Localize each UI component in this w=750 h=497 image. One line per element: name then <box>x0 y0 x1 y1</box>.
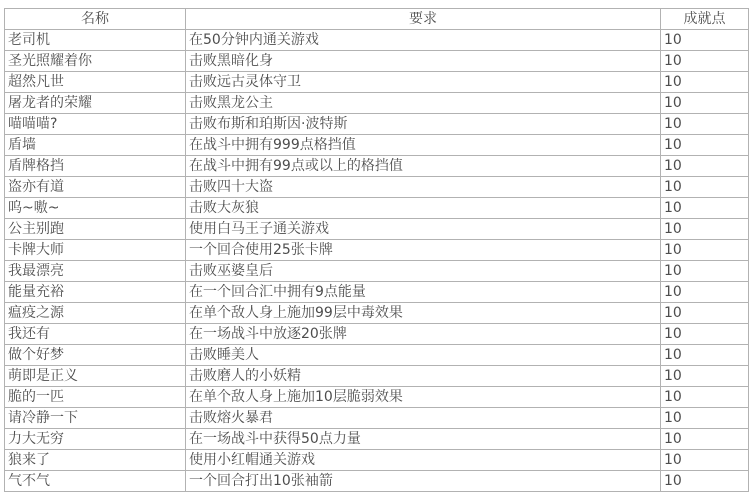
table-row <box>5 51 749 72</box>
cell-name: 卡牌大师 <box>5 240 186 261</box>
table-row <box>5 72 749 93</box>
achievements-table-body <box>5 30 749 492</box>
cell-points: 10 <box>661 261 749 282</box>
table-row <box>5 387 749 408</box>
table-row <box>5 135 749 156</box>
table-row <box>5 93 749 114</box>
table-row <box>5 219 749 240</box>
table-row <box>5 429 749 450</box>
cell-points: 10 <box>661 408 749 429</box>
table-row <box>5 450 749 471</box>
cell-requirement: 击败磨人的小妖精 <box>186 366 661 387</box>
cell-points: 10 <box>661 471 749 492</box>
cell-name: 屠龙者的荣耀 <box>5 93 186 114</box>
cell-name: 我还有 <box>5 324 186 345</box>
cell-name: 老司机 <box>5 30 186 51</box>
cell-requirement: 在一个回合汇中拥有9点能量 <box>186 282 661 303</box>
cell-name: 我最漂亮 <box>5 261 186 282</box>
cell-requirement: 在单个敌人身上施加10层脆弱效果 <box>186 387 661 408</box>
cell-name: 呜~嗷~ <box>5 198 186 219</box>
cell-name: 脆的一匹 <box>5 387 186 408</box>
cell-requirement: 在战斗中拥有999点格挡值 <box>186 135 661 156</box>
achievements-table <box>4 8 749 492</box>
cell-points: 10 <box>661 366 749 387</box>
cell-name: 狼来了 <box>5 450 186 471</box>
table-row <box>5 408 749 429</box>
cell-requirement: 击败睡美人 <box>186 345 661 366</box>
table-row <box>5 303 749 324</box>
cell-name: 盾墙 <box>5 135 186 156</box>
cell-points: 10 <box>661 387 749 408</box>
cell-name: 圣光照耀着你 <box>5 51 186 72</box>
cell-requirement: 在一场战斗中获得50点力量 <box>186 429 661 450</box>
cell-points: 10 <box>661 219 749 240</box>
cell-points: 10 <box>661 177 749 198</box>
cell-points: 10 <box>661 345 749 366</box>
cell-name: 盗亦有道 <box>5 177 186 198</box>
cell-points: 10 <box>661 282 749 303</box>
cell-requirement: 在一场战斗中放逐20张牌 <box>186 324 661 345</box>
cell-requirement: 在战斗中拥有99点或以上的格挡值 <box>186 156 661 177</box>
cell-points: 10 <box>661 198 749 219</box>
cell-name: 超然凡世 <box>5 72 186 93</box>
table-row <box>5 345 749 366</box>
cell-points: 10 <box>661 240 749 261</box>
column-header-name: 名称 <box>5 9 186 30</box>
cell-requirement: 使用白马王子通关游戏 <box>186 219 661 240</box>
table-row <box>5 30 749 51</box>
cell-points: 10 <box>661 303 749 324</box>
cell-name: 做个好梦 <box>5 345 186 366</box>
table-row <box>5 366 749 387</box>
header-row <box>5 9 749 30</box>
cell-points: 10 <box>661 429 749 450</box>
cell-requirement: 击败大灰狼 <box>186 198 661 219</box>
table-row <box>5 177 749 198</box>
table-row <box>5 324 749 345</box>
table-row <box>5 198 749 219</box>
cell-requirement: 在50分钟内通关游戏 <box>186 30 661 51</box>
cell-name: 喵喵喵? <box>5 114 186 135</box>
cell-name: 气不气 <box>5 471 186 492</box>
cell-requirement: 在单个敌人身上施加99层中毒效果 <box>186 303 661 324</box>
table-row <box>5 261 749 282</box>
cell-name: 公主别跑 <box>5 219 186 240</box>
cell-name: 力大无穷 <box>5 429 186 450</box>
cell-name: 萌即是正义 <box>5 366 186 387</box>
cell-requirement: 击败黑龙公主 <box>186 93 661 114</box>
column-header-points: 成就点 <box>661 9 749 30</box>
cell-points: 10 <box>661 93 749 114</box>
cell-points: 10 <box>661 156 749 177</box>
cell-name: 瘟疫之源 <box>5 303 186 324</box>
table-row <box>5 240 749 261</box>
column-header-requirement: 要求 <box>186 9 661 30</box>
cell-requirement: 一个回合使用25张卡牌 <box>186 240 661 261</box>
cell-points: 10 <box>661 135 749 156</box>
cell-points: 10 <box>661 51 749 72</box>
cell-points: 10 <box>661 30 749 51</box>
table-row <box>5 114 749 135</box>
cell-name: 盾牌格挡 <box>5 156 186 177</box>
cell-points: 10 <box>661 72 749 93</box>
cell-requirement: 击败布斯和珀斯因·波特斯 <box>186 114 661 135</box>
cell-requirement: 一个回合打出10张袖箭 <box>186 471 661 492</box>
cell-points: 10 <box>661 114 749 135</box>
cell-points: 10 <box>661 324 749 345</box>
cell-name: 能量充裕 <box>5 282 186 303</box>
cell-requirement: 击败熔火暴君 <box>186 408 661 429</box>
cell-requirement: 击败远古灵体守卫 <box>186 72 661 93</box>
cell-requirement: 击败巫婆皇后 <box>186 261 661 282</box>
cell-requirement: 击败黑暗化身 <box>186 51 661 72</box>
cell-name: 请冷静一下 <box>5 408 186 429</box>
table-row <box>5 471 749 492</box>
cell-points: 10 <box>661 450 749 471</box>
table-row <box>5 156 749 177</box>
table-row <box>5 282 749 303</box>
cell-requirement: 使用小红帽通关游戏 <box>186 450 661 471</box>
cell-requirement: 击败四十大盗 <box>186 177 661 198</box>
